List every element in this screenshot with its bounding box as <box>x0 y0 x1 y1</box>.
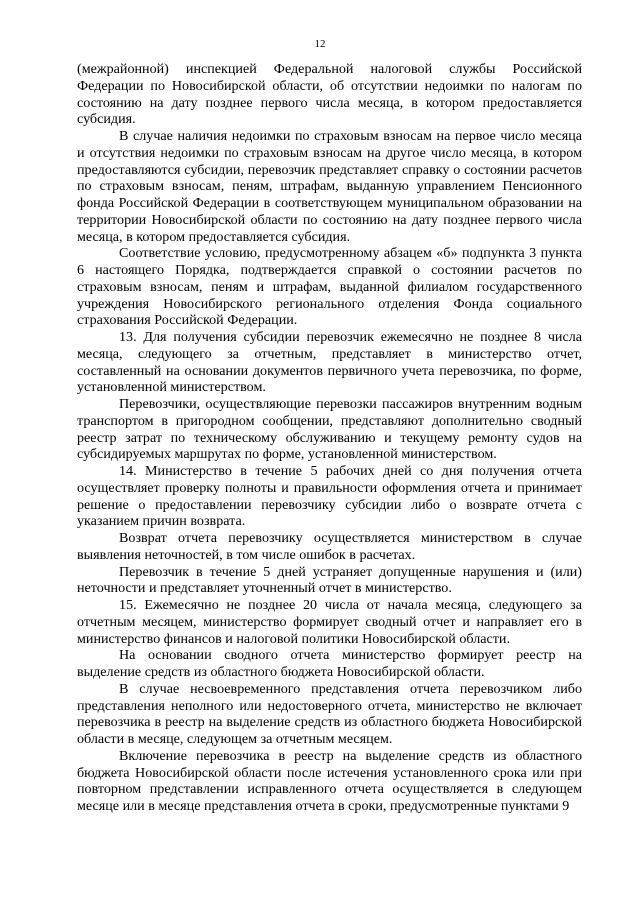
paragraph-4: 13. Для получения субсидии перевозчик ежемесячно не позднее 8 числа месяца, следующего за отчетным, представляет в министерство отчет, составленный на основании документов первичного учета перевозчика, по форме, установленной министерством. <box>77 329 582 396</box>
document-body <box>77 61 582 815</box>
paragraph-10: На основании сводного отчета министерство формирует реестр на выделение средств из областного бюджета Новосибирской области. <box>77 647 582 680</box>
paragraph-1: (межрайонной) инспекцией Федеральной налоговой службы Российской Федерации по Новосибирской области, об отсутствии недоимки по налогам по состоянию на дату позднее первого числа месяца, в котором предоставляется субсидия. <box>77 61 582 128</box>
paragraph-2: В случае наличия недоимки по страховым взносам на первое число месяца и отсутствия недоимки по страховым взносам на другое число месяца, в котором предоставляются субсидии, перевозчик представляет справку о состоянии расчетов по страховым взносам, пеням, штрафам, выданную управлением Пенсионного фонда Российской Федерации в соответствующем муниципальном образовании на территории Новосибирской области по состоянию на дату позднее первого числа месяца, в котором предоставляется субсидия. <box>77 128 582 245</box>
paragraph-8: Перевозчик в течение 5 дней устраняет допущенные нарушения и (или) неточности и представляет уточненный отчет в министерство. <box>77 563 582 597</box>
paragraph-7: Возврат отчета перевозчику осуществляется министерством в случае выявления неточностей, в том числе ошибок в расчетах. <box>77 530 582 563</box>
paragraph-3: Соответствие условию, предусмотренному абзацем «б» подпункта 3 пункта 6 настоящего Порядка, подтверждается справкой о состоянии расчетов по страховым взносам, пеням и штрафам, выданной филиалом государственного учреждения Новосибирского регионального отделения Фонда социального страхования Российской Федерации. <box>77 245 582 329</box>
page-number: 12 <box>314 38 326 50</box>
paragraph-12: Включение перевозчика в реестр на выделение средств из областного бюджета Новосибирской области после истечения установленного срока или при повторном представлении исправленного отчета осуществляется в следующем месяце или в месяце представления отчета в сроки, предусмотренные пунктами 9 <box>77 747 582 814</box>
paragraph-5: Перевозчики, осуществляющие перевозки пассажиров внутренним водным транспортом в пригородном сообщении, представляют дополнительно сводный реестр затрат по техническому обслуживанию и текущему ремонту судов на субсидируемых маршрутах по форме, установленной министерством. <box>77 396 582 463</box>
paragraph-9: 15. Ежемесячно не позднее 20 числа от начала месяца, следующего за отчетным месяцем, министерство формирует сводный отчет и направляет его в министерство финансов и налоговой политики Новосибирской области. <box>77 597 582 647</box>
paragraph-11: В случае несвоевременного представления отчета перевозчиком либо представления неполного или недостоверного отчета, министерство не включает перевозчика в реестр на выделение средств из областного бюджета Новосибирской области в месяце, следующем за отчетным месяцем. <box>77 680 582 747</box>
paragraph-6: 14. Министерство в течение 5 рабочих дней со дня получения отчета осуществляет проверку полноты и правильности оформления отчета и принимает решение о предоставлении перевозчику субсидии либо о возврате отчета с указанием причин возврата. <box>77 463 582 530</box>
